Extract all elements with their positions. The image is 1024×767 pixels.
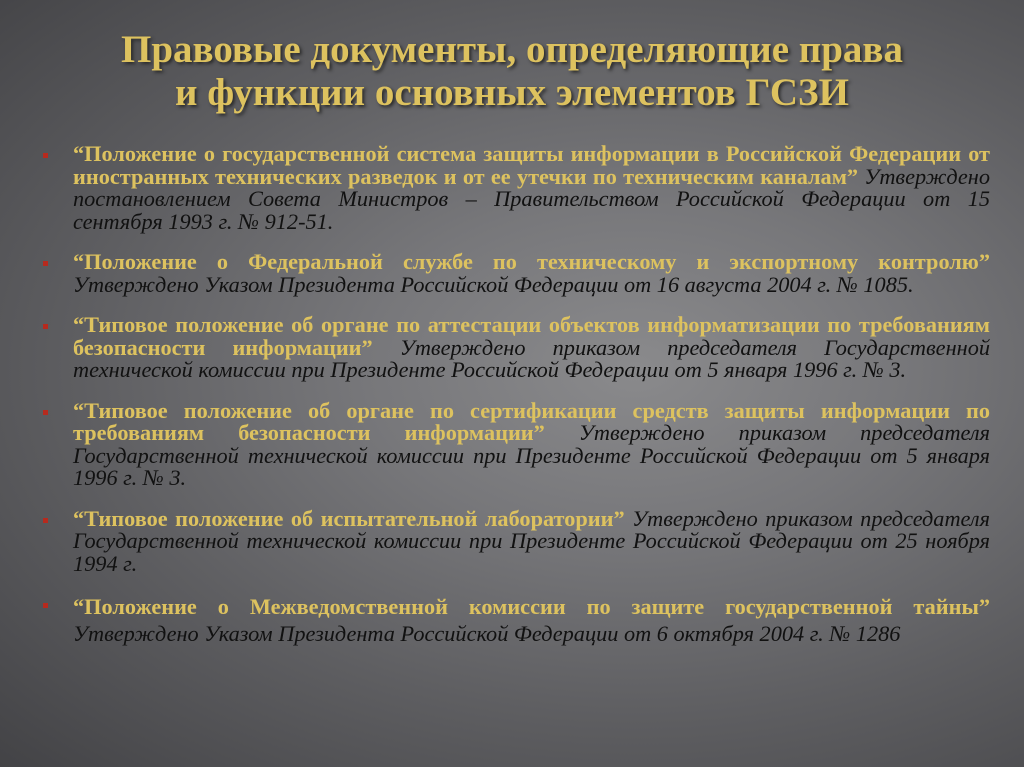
list-item (40, 397, 990, 490)
document-name: “Типовое положение об органе по аттестации объектов информатизации по требованиям безопасности информации” (73, 312, 990, 360)
approval-text: Утверждено постановлением Совета Министров – Правительством Российской Федерации от 15 сентября 1993 г. № 912-51. (73, 163, 990, 234)
approval-text: Утверждено приказом председателя Государственной технической комиссии при Президенте Российской Федерации от 25 ноября 1994 г. (73, 505, 990, 576)
list-item (40, 505, 990, 576)
square-bullet-icon (43, 153, 48, 158)
square-bullet-icon (43, 603, 48, 608)
square-bullet-icon (43, 518, 48, 523)
slide-title (40, 28, 984, 114)
list-item (40, 314, 990, 382)
approval-text: Утверждено приказом председателя Государственной технической комиссии при Президенте Российской Федерации от 5 января 1996 г. № 3. (73, 420, 990, 490)
approval-text: Утверждено Указом Президента Российской Федерации от 16 августа 2004 г. № 1085. (73, 271, 914, 297)
document-name: “Типовое положение об органе по сертификации средств защиты информации по требованиям безопасности информации” (73, 397, 990, 445)
slide-title-line-1: Правовые документы, определяющие права (121, 28, 903, 71)
square-bullet-icon (43, 261, 48, 266)
approval-text: Утверждено Указом Президента Российской Федерации от 6 октября 2004 г. № 1286 (73, 621, 901, 646)
document-name: “Типовое положение об испытательной лаборатории” (73, 505, 625, 531)
square-bullet-icon (43, 324, 48, 329)
document-name: “Положение о Федеральной службе по техническому и экспортному контролю” (73, 249, 990, 274)
list-item (40, 593, 990, 647)
document-list (40, 143, 990, 665)
approval-text: Утверждено приказом председателя Государственной технической комиссии при Президенте Российской Федерации от 5 января 1996 г. № 3. (73, 334, 990, 382)
document-name: “Положение о Межведомственной комиссии по защите государственной тайны” (73, 594, 990, 619)
document-name: “Положение о государственной система защиты информации в Российской Федерации от иностранных технических разведок и от ее утечки по техническим каналам” (73, 141, 990, 189)
square-bullet-icon (43, 410, 48, 415)
slide-title-line-2: и функции основных элементов ГСЗИ (175, 71, 849, 114)
list-item (40, 251, 990, 296)
list-item (40, 143, 990, 233)
